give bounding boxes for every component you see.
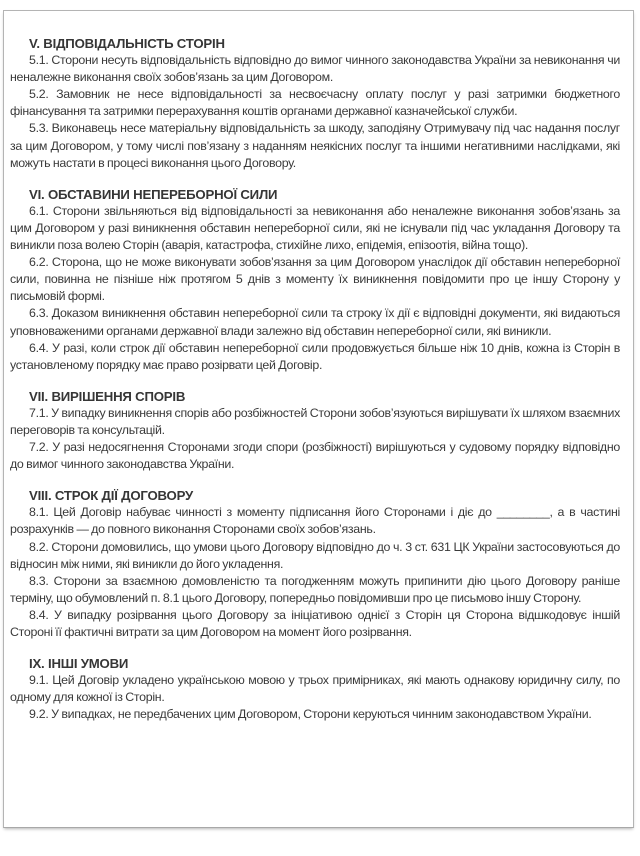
clause-6-2: 6.2. Сторона, що не може виконувати зобов’язання за цим Договором унаслідок дії обставин непереборної сили, повинна не пізніше ніж протягом 5 днів з моменту їх виникнення повідомити про це іншу Сторону у письмовій формі. — [10, 255, 620, 304]
section-force-majeure — [10, 186, 620, 374]
section-contract-term — [10, 487, 620, 641]
section-other-terms-heading: IX. ІНШІ УМОВИ — [29, 656, 129, 672]
section-dispute-resolution — [10, 388, 620, 473]
clause-6-1: 6.1. Сторони звільняються від відповідальності за невиконання або неналежне виконання зобов’язань за цим Договором у разі виникнення обставин непереборної сили, які не існували під час укладання Договору та виникли поза волею Сторін (аварія, катастрофа, стихійне лихо, епідемія, епізоотія, війна тощо). — [10, 203, 620, 253]
clause-8-3: 8.3. Сторони за взаємною домовленістю та погодженням можуть припинити дію цього Договору раніше терміну, що обумовлений п. 8.1 цього Договору, попередньо повідомивши про це письмово іншу Сторону. — [10, 573, 620, 605]
section-other-terms — [10, 655, 620, 723]
clause-9-2: 9.2. У випадках, не передбачених цим Договором, Сторони керуються чинним законодавством України. — [29, 707, 592, 722]
clause-6-3: 6.3. Доказом виникнення обставин непереборної сили та строку їх дії є відповідні документи, які видаються уповноваженими органами державної влади залежно від обставин непереборної сили, які виникли. — [10, 306, 620, 338]
section-force-majeure-heading: VI. ОБСТАВИНИ НЕПЕРЕБОРНОЇ СИЛИ — [29, 186, 278, 202]
clause-7-2: 7.2. У разі недосягнення Сторонами згоди спори (розбіжності) вирішуються у судовому порядку відповідно до вимог чинного законодавства України. — [10, 440, 620, 472]
section-liability-heading: V. ВІДПОВІДАЛЬНІСТЬ СТОРІН — [29, 36, 225, 51]
section-dispute-resolution-heading: VII. ВИРІШЕННЯ СПОРІВ — [29, 388, 186, 404]
contract-document-page — [3, 10, 634, 828]
section-liability — [10, 35, 620, 172]
clause-7-1: 7.1. У випадку виникнення спорів або розбіжностей Сторони зобов’язуються вирішувати їх шляхом взаємних переговорів та консультацій. — [10, 405, 620, 437]
clause-9-1: 9.1. Цей Договір укладено українською мовою у трьох примірниках, які мають однакову юридичну силу, по одному для кожної із Сторін. — [10, 673, 620, 705]
clause-5-3: 5.3. Виконавець несе матеріальну відповідальність за шкоду, заподіяну Отримувачу під час надання послуг за цим Договором, у тому числі пов’язану з наданням неякісних послуг та іншими негативними наслідками, які можуть настати в процесі виконання цього Договору. — [10, 121, 620, 170]
clause-8-2: 8.2. Сторони домовились, що умови цього Договору відповідно до ч. 3 ст. 631 ЦК України застосовуються до відносин між ними, які виникли до його укладення. — [10, 539, 620, 571]
section-contract-term-heading: VIII. СТРОК ДІЇ ДОГОВОРУ — [29, 488, 194, 504]
clause-6-4: 6.4. У разі, коли строк дії обставин непереборної сили продовжується більше ніж 10 днів, кожна із Сторін в установленому порядку має право розірвати цей Договір. — [10, 340, 620, 372]
clause-8-1: 8.1. Цей Договір набуває чинності з моменту підписання його Сторонами і діє до ________, а в частині розрахунків — до повного виконання Сторонами своїх зобов’язань. — [10, 505, 620, 537]
clause-8-4: 8.4. У випадку розірвання цього Договору за ініціативою однієї з Сторін ця Сторона відшкодовує іншій Стороні її фактичні витрати за цим Договором на момент його розірвання. — [10, 607, 620, 639]
clause-5-1: 5.1. Сторони несуть відповідальність відповідно до вимог чинного законодавства України за невиконання чи неналежне виконання своїх зобов’язань за цим Договором. — [10, 53, 620, 85]
clause-5-2: 5.2. Замовник не несе відповідальності за несвоєчасну оплату послуг у разі затримки бюджетного фінансування та затримки перерахування коштів органами державної казначейської служби. — [10, 87, 620, 119]
